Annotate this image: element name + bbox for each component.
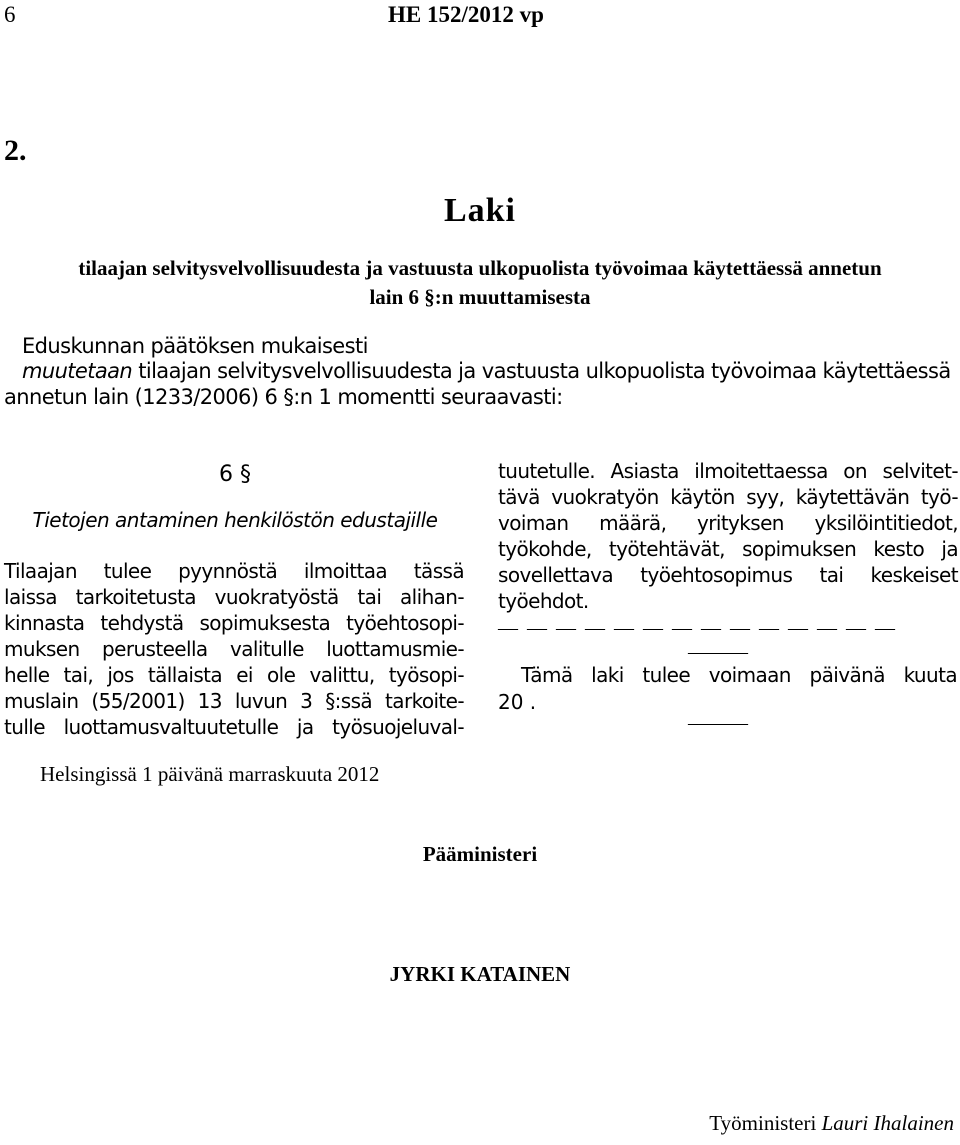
text-line: muksen perusteella valitulle luottamusmie- [4, 637, 464, 661]
section-title: Tietojen antaminen henkilöstön edustajille [32, 508, 438, 532]
text-line: helle tai, jos tällaista ei ole valittu, työsopi- [4, 663, 464, 687]
pm-title: Pääministeri [422, 842, 538, 866]
text-line: kinnasta tehdystä sopimuksesta työehtosopi- [4, 611, 464, 635]
short-separator: ——— [688, 641, 748, 663]
preamble-line1-text: tilaajan selvitysvelvollisuudesta ja vastuusta ulkopuolista työvoimaa käytettäessä [132, 359, 951, 383]
text-line: tuutetulle. Asiasta ilmoitettaessa on selvitet- [498, 459, 958, 483]
right-column-text [498, 458, 958, 614]
document-id: HE 152/2012 vp [388, 2, 544, 27]
text-line: laissa tarkoitetusta vuokratyöstä tai alihan- [4, 585, 464, 609]
text-line: työehdot. [498, 589, 589, 613]
text-line: tulle luottamusvaltuutetulle ja työsuojeluval- [4, 715, 464, 739]
entry-into-force-line1: Tämä laki tulee voimaan päivänä kuuta [521, 663, 957, 687]
law-title: Laki [443, 192, 517, 229]
preamble-verb: muutetaan [22, 359, 133, 383]
preamble-line2: annetun lain (1233/2006) 6 §:n 1 momentti seuraavasti: [4, 385, 563, 409]
minister-signature [709, 1111, 954, 1136]
preamble-intro: Eduskunnan päätöksen mukaisesti [22, 334, 368, 358]
text-line: sovellettava työehtosopimus tai keskeiset [498, 563, 958, 587]
minister-name: Lauri Ihalainen [821, 1111, 954, 1135]
section-number: 2. [4, 134, 27, 167]
section-heading: 6 § [219, 462, 251, 487]
law-subtitle-line1: tilaajan selvitysvelvollisuudesta ja vastuusta ulkopuolista työvoimaa käytettäessä annetun [78, 256, 882, 280]
page-number: 6 [4, 2, 16, 27]
end-separator: ——— [688, 712, 748, 734]
text-line: Tilaajan tulee pyynnöstä ilmoittaa tässä [4, 559, 464, 583]
text-line: voiman määrä, yrityksen yksilöintitiedot, [498, 511, 958, 535]
minister-title: Työministeri [709, 1111, 822, 1135]
entry-into-force-line2: 20 . [498, 690, 537, 714]
pm-name: JYRKI KATAINEN [389, 962, 571, 986]
place-date: Helsingissä 1 päivänä marraskuuta 2012 [40, 762, 380, 786]
law-subtitle-line2: lain 6 §:n muuttamisesta [369, 285, 591, 309]
left-column-text [4, 558, 464, 740]
preamble-line1 [22, 359, 951, 383]
text-line: tävä vuokratyön käytön syy, käytettävän työ- [498, 485, 958, 509]
text-line: muslain (55/2001) 13 luvun 3 §:ssä tarkoite- [4, 689, 464, 713]
omission-separator: — — — — — — — — — — — — — — [498, 617, 897, 639]
text-line: työkohde, työtehtävät, sopimuksen kesto ja [498, 537, 958, 561]
